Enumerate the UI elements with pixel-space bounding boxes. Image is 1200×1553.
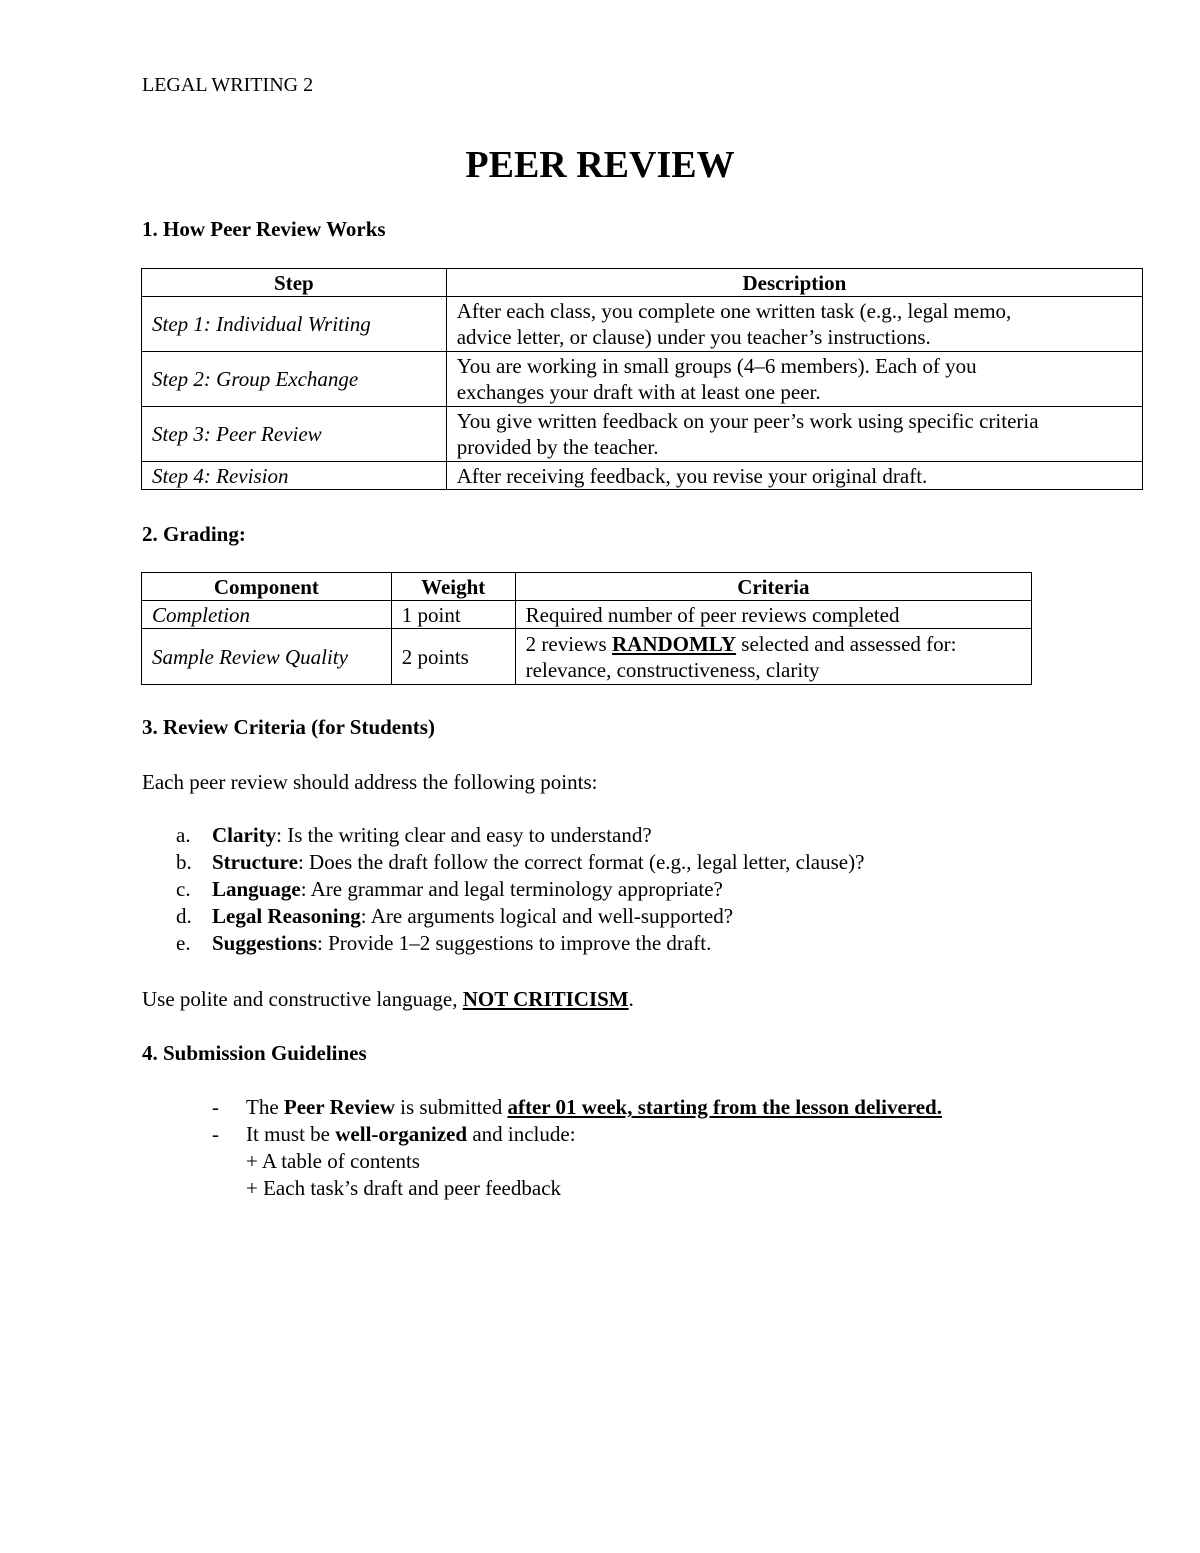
weight-cell: 1 point — [391, 601, 515, 629]
list-item — [176, 876, 864, 903]
criteria-text: : Provide 1–2 suggestions to improve the draft. — [317, 931, 712, 955]
well-organized-term: well-organized — [335, 1122, 468, 1146]
description-line: exchanges your draft with at least one peer. — [456, 380, 821, 404]
randomly-emphasis: RANDOMLY — [611, 631, 737, 656]
guideline-text: and include: — [467, 1122, 576, 1146]
grading-table — [141, 572, 1032, 685]
weight-cell: 2 points — [391, 629, 515, 685]
description-line: You give written feedback on your peer’s work using specific criteria — [456, 409, 1039, 433]
criteria-text: : Is the writing clear and easy to understand? — [276, 823, 652, 847]
list-marker: e. — [176, 931, 191, 955]
criteria-text: relevance, constructiveness, clarity — [525, 657, 820, 682]
list-marker: - — [212, 1122, 219, 1146]
description-line: advice letter, or clause) under you teacher’s instructions. — [456, 325, 931, 349]
page-title: PEER REVIEW — [465, 144, 735, 186]
table-row — [142, 629, 1032, 685]
table-row — [142, 601, 1032, 629]
description-cell — [446, 352, 1142, 407]
list-marker: b. — [176, 850, 192, 874]
list-marker: c. — [176, 877, 191, 901]
table-row — [142, 352, 1143, 407]
tone-note — [142, 987, 634, 1012]
description-cell: After receiving feedback, you revise your original draft. — [446, 462, 1142, 490]
criteria-cell — [515, 629, 1031, 685]
list-item — [212, 1094, 942, 1121]
list-item — [212, 1121, 942, 1148]
not-criticism-emphasis: NOT CRITICISM — [462, 987, 629, 1011]
criteria-text: : Does the draft follow the correct format (e.g., legal letter, clause)? — [297, 850, 865, 874]
criteria-cell: Required number of peer reviews completed — [515, 601, 1031, 629]
description-line: After each class, you complete one written task (e.g., legal memo, — [456, 299, 1012, 323]
criteria-term: Language — [212, 877, 301, 901]
step-cell: Step 3: Peer Review — [142, 407, 447, 462]
section2-heading: 2. Grading: — [142, 522, 246, 546]
section1-heading: 1. How Peer Review Works — [142, 217, 386, 241]
description-line: provided by the teacher. — [456, 435, 659, 459]
criteria-text: : Are grammar and legal terminology appropriate? — [300, 877, 723, 901]
criteria-term: Structure — [212, 850, 298, 874]
criteria-text: : Are arguments logical and well-supported? — [360, 904, 734, 928]
steps-table-header — [142, 269, 1143, 297]
guideline-text: The — [246, 1095, 284, 1119]
list-marker: a. — [176, 823, 191, 847]
criteria-intro: Each peer review should address the following points: — [142, 770, 598, 794]
criteria-term: Suggestions — [212, 931, 318, 955]
tone-note-text: . — [628, 987, 634, 1011]
tone-note-text: Use polite and constructive language, — [142, 987, 463, 1011]
list-item — [176, 930, 864, 957]
component-cell: Sample Review Quality — [142, 629, 392, 685]
step-cell: Step 4: Revision — [142, 462, 447, 490]
list-item — [176, 903, 864, 930]
column-header: Weight — [391, 573, 515, 601]
peer-review-term: Peer Review — [283, 1095, 395, 1119]
steps-table — [141, 268, 1143, 490]
sub-list-item: + A table of contents — [246, 1149, 420, 1173]
description-line: You are working in small groups (4–6 members). Each of you — [456, 354, 977, 378]
column-header: Description — [446, 269, 1142, 297]
criteria-list — [176, 822, 864, 957]
list-marker: - — [212, 1095, 219, 1119]
grading-table-header — [142, 573, 1032, 601]
component-cell: Completion — [142, 601, 392, 629]
list-item — [176, 849, 864, 876]
table-row — [142, 462, 1143, 490]
step-cell: Step 2: Group Exchange — [142, 352, 447, 407]
list-marker: d. — [176, 904, 192, 928]
description-cell — [446, 297, 1142, 352]
section4-heading: 4. Submission Guidelines — [142, 1041, 367, 1065]
description-cell — [446, 407, 1142, 462]
column-header: Step — [142, 269, 447, 297]
sub-list-item: + Each task’s draft and peer feedback — [246, 1176, 562, 1200]
criteria-text: selected and assessed for: — [736, 631, 957, 656]
column-header: Component — [142, 573, 392, 601]
section3-heading: 3. Review Criteria (for Students) — [142, 715, 435, 739]
table-row — [142, 297, 1143, 352]
table-row — [142, 407, 1143, 462]
course-header: LEGAL WRITING 2 — [142, 74, 314, 96]
submission-list — [212, 1094, 942, 1202]
step-cell: Step 1: Individual Writing — [142, 297, 447, 352]
deadline-emphasis: after 01 week, starting from the lesson delivered. — [507, 1095, 942, 1119]
column-header: Criteria — [515, 573, 1031, 601]
list-item — [176, 822, 864, 849]
guideline-text: It must be — [246, 1122, 336, 1146]
criteria-term: Clarity — [212, 823, 277, 847]
criteria-term: Legal Reasoning — [212, 904, 361, 928]
criteria-text: 2 reviews — [525, 631, 612, 656]
guideline-text: is submitted — [394, 1095, 508, 1119]
